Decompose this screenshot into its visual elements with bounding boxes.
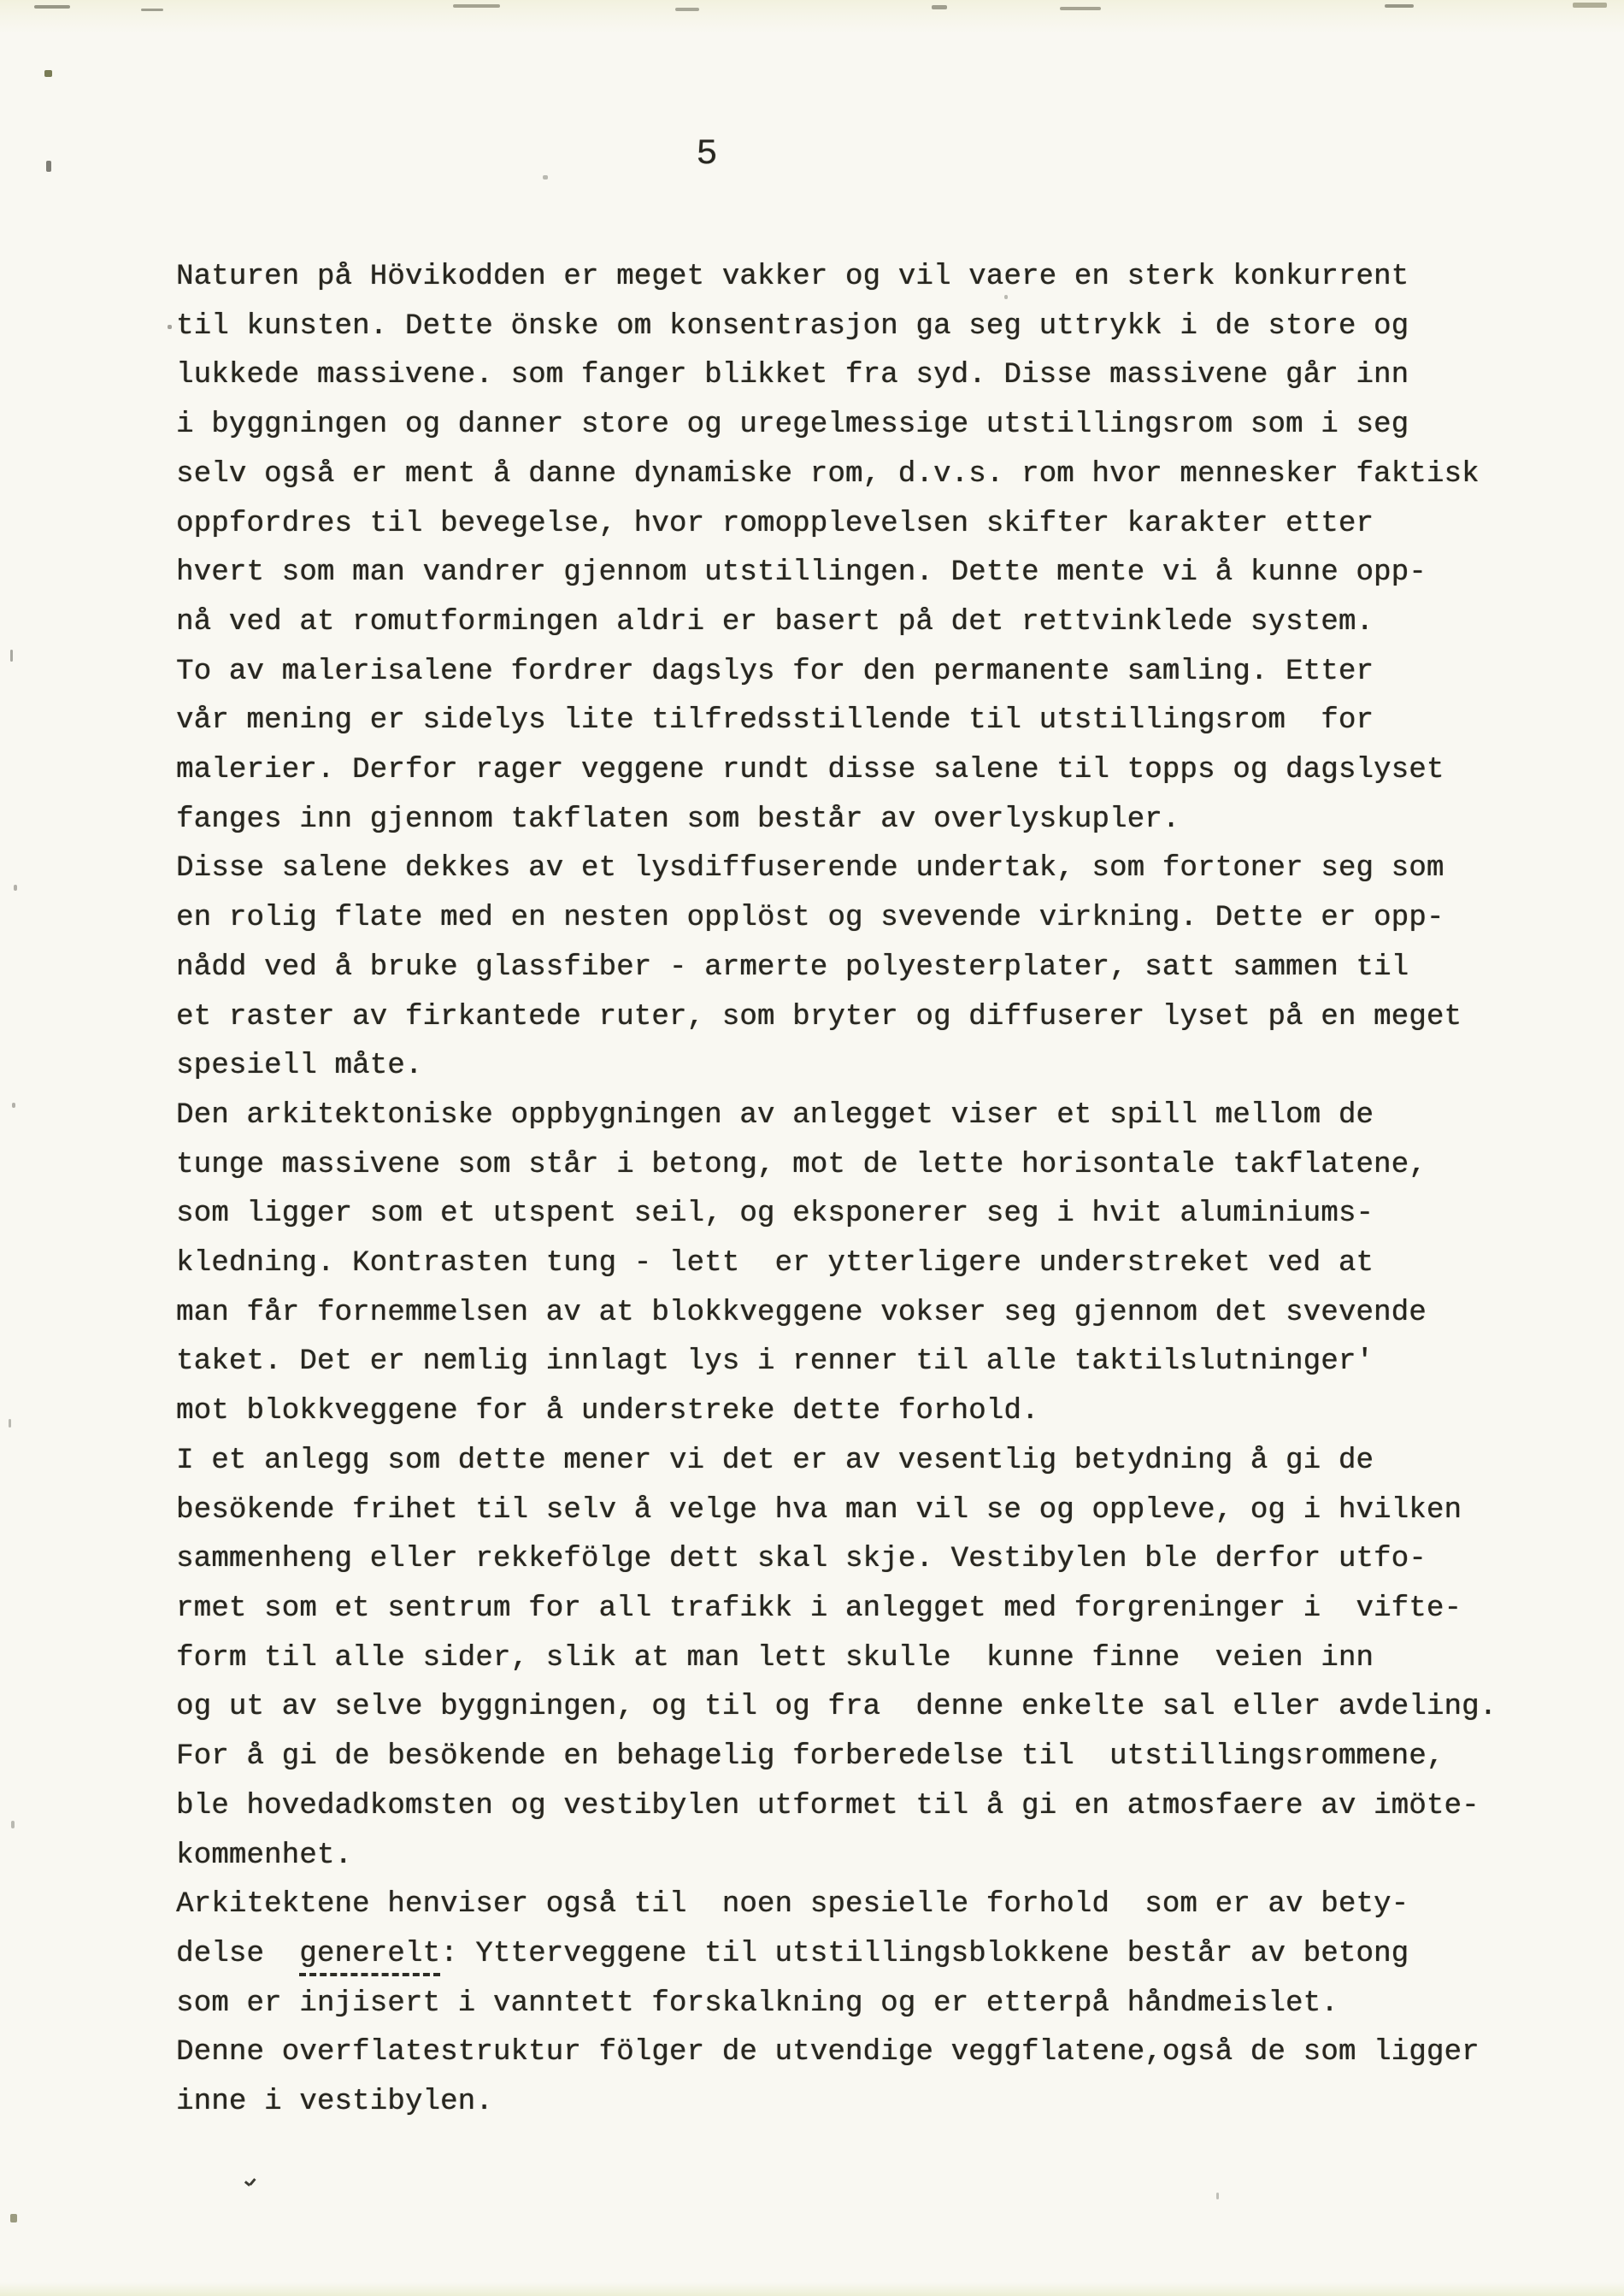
text-line: kledning. Kontrasten tung - lett er ytterligere understreket ved at xyxy=(176,1247,1374,1280)
text-line: mot blokkveggene for å understreke dette forhold. xyxy=(176,1395,1039,1428)
text-line: nå ved at romutformingen aldri er basert på det rettvinklede system. xyxy=(176,605,1374,639)
scan-edge-bottom xyxy=(0,2282,1624,2296)
text-line: vår mening er sidelys lite tilfredsstillende til utstillingsrom for xyxy=(176,704,1374,738)
text-line: i byggningen og danner store og uregelmessige utstillingsrom som i seg xyxy=(176,409,1409,442)
text-line: lukkede massivene. som fanger blikket fra syd. Disse massivene går inn xyxy=(176,359,1409,392)
text-line: inne i vestibylen. xyxy=(176,2086,493,2119)
text-line: hvert som man vandrer gjennom utstillingen. Dette mente vi å kunne opp- xyxy=(176,556,1427,590)
text-line: form til alle sider, slik at man lett skulle kunne finne veien inn xyxy=(176,1641,1374,1675)
text-line: To av malerisalene fordrer dagslys for den permanente samling. Etter xyxy=(176,655,1374,688)
text-line: besökende frihet til selv å velge hva man vil se og oppleve, og i hvilken xyxy=(176,1493,1462,1527)
text-line: Disse salene dekkes av et lysdiffuserende undertak, som fortoner seg som xyxy=(176,852,1445,886)
text-line: tunge massivene som står i betong, mot de lette horisontale takflatene, xyxy=(176,1148,1427,1181)
text-line: spesiell måte. xyxy=(176,1050,423,1083)
text-line: For å gi de besökende en behagelig forberedelse til utstillingsrommene, xyxy=(176,1740,1445,1774)
page-number: 5 xyxy=(696,133,718,174)
text-line: fanges inn gjennom takflaten som består av overlyskupler. xyxy=(176,803,1180,836)
scan-speck xyxy=(168,325,172,329)
text-line: selv også er ment å danne dynamiske rom, d.v.s. rom hvor mennesker faktisk xyxy=(176,457,1480,491)
text-line: nådd ved å bruke glassfiber - armerte polyesterplater, satt sammen til xyxy=(176,951,1409,984)
text-line: et raster av firkantede ruter, som bryter og diffuserer lyset på en meget xyxy=(176,1000,1462,1033)
document-body xyxy=(176,253,1561,2128)
scan-speck xyxy=(9,1419,11,1428)
text-line: en rolig flate med en nesten opplöst og svevende virkning. Dette er opp- xyxy=(176,902,1445,935)
text-line: Naturen på Hövikodden er meget vakker og vil vaere en sterk konkurrent xyxy=(176,261,1409,293)
text-line: Den arkitektoniske oppbygningen av anlegget viser et spill mellom de xyxy=(176,1098,1374,1132)
text-line: og ut av selve byggningen, og til og fra denne enkelte sal eller avdeling. xyxy=(176,1691,1497,1724)
scan-speck xyxy=(11,1821,15,1828)
pencil-check-mark xyxy=(244,2180,256,2188)
scan-speck xyxy=(543,175,548,180)
scan-speck xyxy=(44,70,52,77)
underlined-word: generelt xyxy=(299,1938,440,1976)
text-line: Arkitektene henviser også til noen spesielle forhold som er av bety- xyxy=(176,1888,1409,1922)
text-line: til kunsten. Dette önske om konsentrasjon ga seg uttrykk i de store og xyxy=(176,309,1409,343)
scan-speck xyxy=(10,2214,17,2222)
text-line: I et anlegg som dette mener vi det er av vesentlig betydning å gi de xyxy=(176,1444,1374,1477)
scan-speck xyxy=(10,650,13,662)
text-line: malerier. Derfor rager veggene rundt disse salene til topps og dagslyset xyxy=(176,754,1445,787)
text-line: Denne overflatestruktur fölger de utvendige veggflatene,også de som ligger xyxy=(176,2036,1480,2069)
scan-speck xyxy=(1216,2193,1219,2199)
text-line: taket. Det er nemlig innlagt lys i renner til alle taktilslutninger' xyxy=(176,1345,1374,1379)
scan-edge-top xyxy=(0,0,1624,34)
text-line: oppfordres til bevegelse, hvor romopplevelsen skifter karakter etter xyxy=(176,507,1374,540)
text-line: ble hovedadkomsten og vestibylen utformet til å gi en atmosfaere av imöte- xyxy=(176,1789,1480,1822)
scan-speck xyxy=(46,161,51,172)
scan-speck xyxy=(12,1103,15,1108)
text-line: kommenhet. xyxy=(176,1839,353,1872)
text-line: rmet som et sentrum for all trafikk i anlegget med forgreninger i vifte- xyxy=(176,1592,1462,1625)
text-line: som ligger som et utspent seil, og eksponerer seg i hvit aluminiums- xyxy=(176,1198,1374,1231)
text-line: delse generelt: Ytterveggene til utstillingsblokkene består av betong xyxy=(176,1930,1561,1980)
text-line: sammenheng eller rekkefölge dett skal skje. Vestibylen ble derfor utfo- xyxy=(176,1543,1427,1576)
scan-speck xyxy=(14,885,17,891)
text-line: man får fornemmelsen av at blokkveggene vokser seg gjennom det svevende xyxy=(176,1296,1427,1329)
text-line: som er injisert i vanntett forskalkning og er etterpå håndmeislet. xyxy=(176,1987,1339,2020)
